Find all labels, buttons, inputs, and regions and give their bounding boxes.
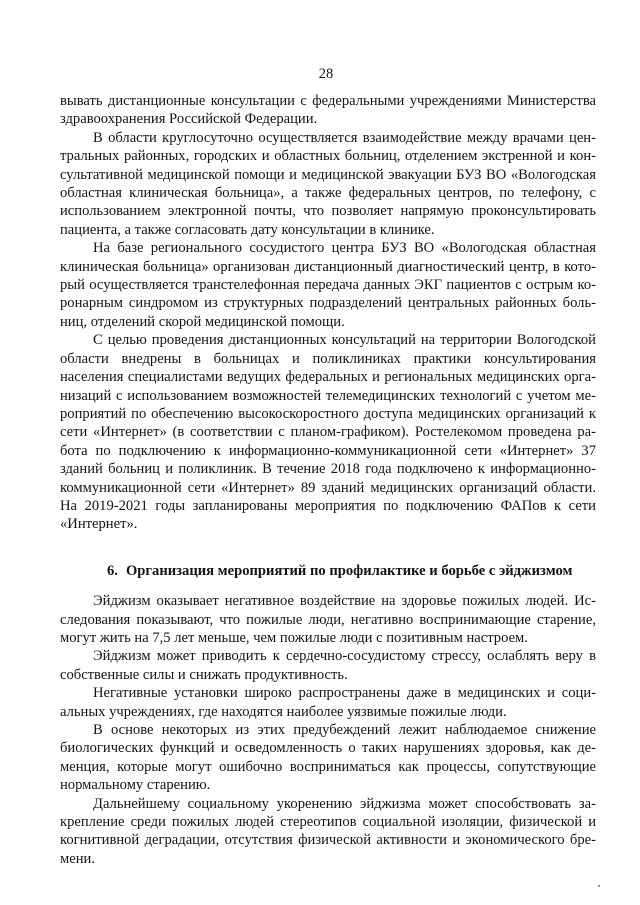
paragraph-remote-diagnostic-center: На базе регионального сосудистого центра БУЗ ВО «Вологодская областная клиническая больница» организован дистанционный диагностический центр, в который осуществляется транстелефонная передача данных ЭКГ пациентов с острым коронарным синдромом из структурных подразделений центральных районных больниц, отделений скорой медицинской помощи. [60, 240, 596, 330]
paragraphs-before-section [60, 92, 596, 534]
paragraph-round-the-clock-interaction: В области круглосуточно осуществляется взаимодействие между врачами центральных районных, городских и областных больниц, отделением экстренной и консультативной медицинской помощи и медицинской эвакуации БУЗ ВО «Вологодская областная клиническая больница», а также федеральных центров, по телефону, с использованием электронной почты, что позволяет напрямую проконсультировать пациента, а также согласовать дату консультации в клинике. [60, 129, 596, 238]
section-number: 6. [107, 562, 118, 579]
document-body [60, 92, 596, 868]
paragraphs-after-section [60, 592, 596, 868]
paragraph-ageism-cardiovascular-stress: Эйджизм может приводить к сердечно-сосудистому стрессу, ослаблять веру в собственные силы и снижать продуктивность. [60, 648, 596, 683]
paragraph-continuation: вывать дистанционные консультации с федеральными учреждениями Министерства здравоохранения Российской Федерации. [60, 93, 596, 128]
paragraph-social-entrenchment: Дальнейшему социальному укоренению эйджизма может способствовать закрепление среди пожилых людей стереотипов социальной изоляции, физической и когнитивной деградации, отсутствия физической активности и экономического бремени. [60, 795, 596, 867]
section-title: Организация мероприятий по профилактике и борьбе с эйджизмом [125, 562, 573, 579]
section-heading [60, 562, 596, 580]
scan-speck [598, 885, 600, 887]
paragraph-ageism-health-impact: Эйджизм оказывает негативное воздействие на здоровье пожилых людей. Исследования показывают, что пожилые люди, негативно воспринимающие старение, могут жить на 7,5 лет меньше, чем пожилые люди с позитивным настроем. [60, 593, 596, 646]
paragraph-prejudice-basis: В основе некоторых из этих предубеждений лежит наблюдаемое снижение биологических функций и осведомленность о таких нарушениях здоровья, как деменция, которые могут ошибочно восприниматься как процессы, сопутствующие нормальному старению. [60, 722, 596, 794]
paragraph-negative-attitudes: Негативные установки широко распространены даже в медицинских и социальных учреждениях, где находятся наиболее уязвимые пожилые люди. [60, 685, 596, 720]
page-number: 28 [318, 66, 334, 82]
paragraph-telemedicine-consultations: С целью проведения дистанционных консультаций на территории Вологодской области внедрены в больницах и поликлиниках практики консультирования населения специалистами ведущих федеральных и региональных медицинских организаций с использованием возможностей телемедицинских технологий с учетом мероприятий по обеспечению высокоскоростного доступа медицинских организаций к сети «Интернет» (в соответствии с планом-графиком). Ростелекомом проведена работа по подключению к информационно-коммуникационной сети «Интернет» 37 зданий больниц и поликлиник. В течение 2018 года подключено к информационно-коммуникационной сети «Интернет» 89 зданий медицинских организаций области. На 2019-2021 годы запланированы мероприятия по подключению ФАПов к сети «Интернет». [60, 332, 596, 533]
spacer [60, 534, 596, 548]
